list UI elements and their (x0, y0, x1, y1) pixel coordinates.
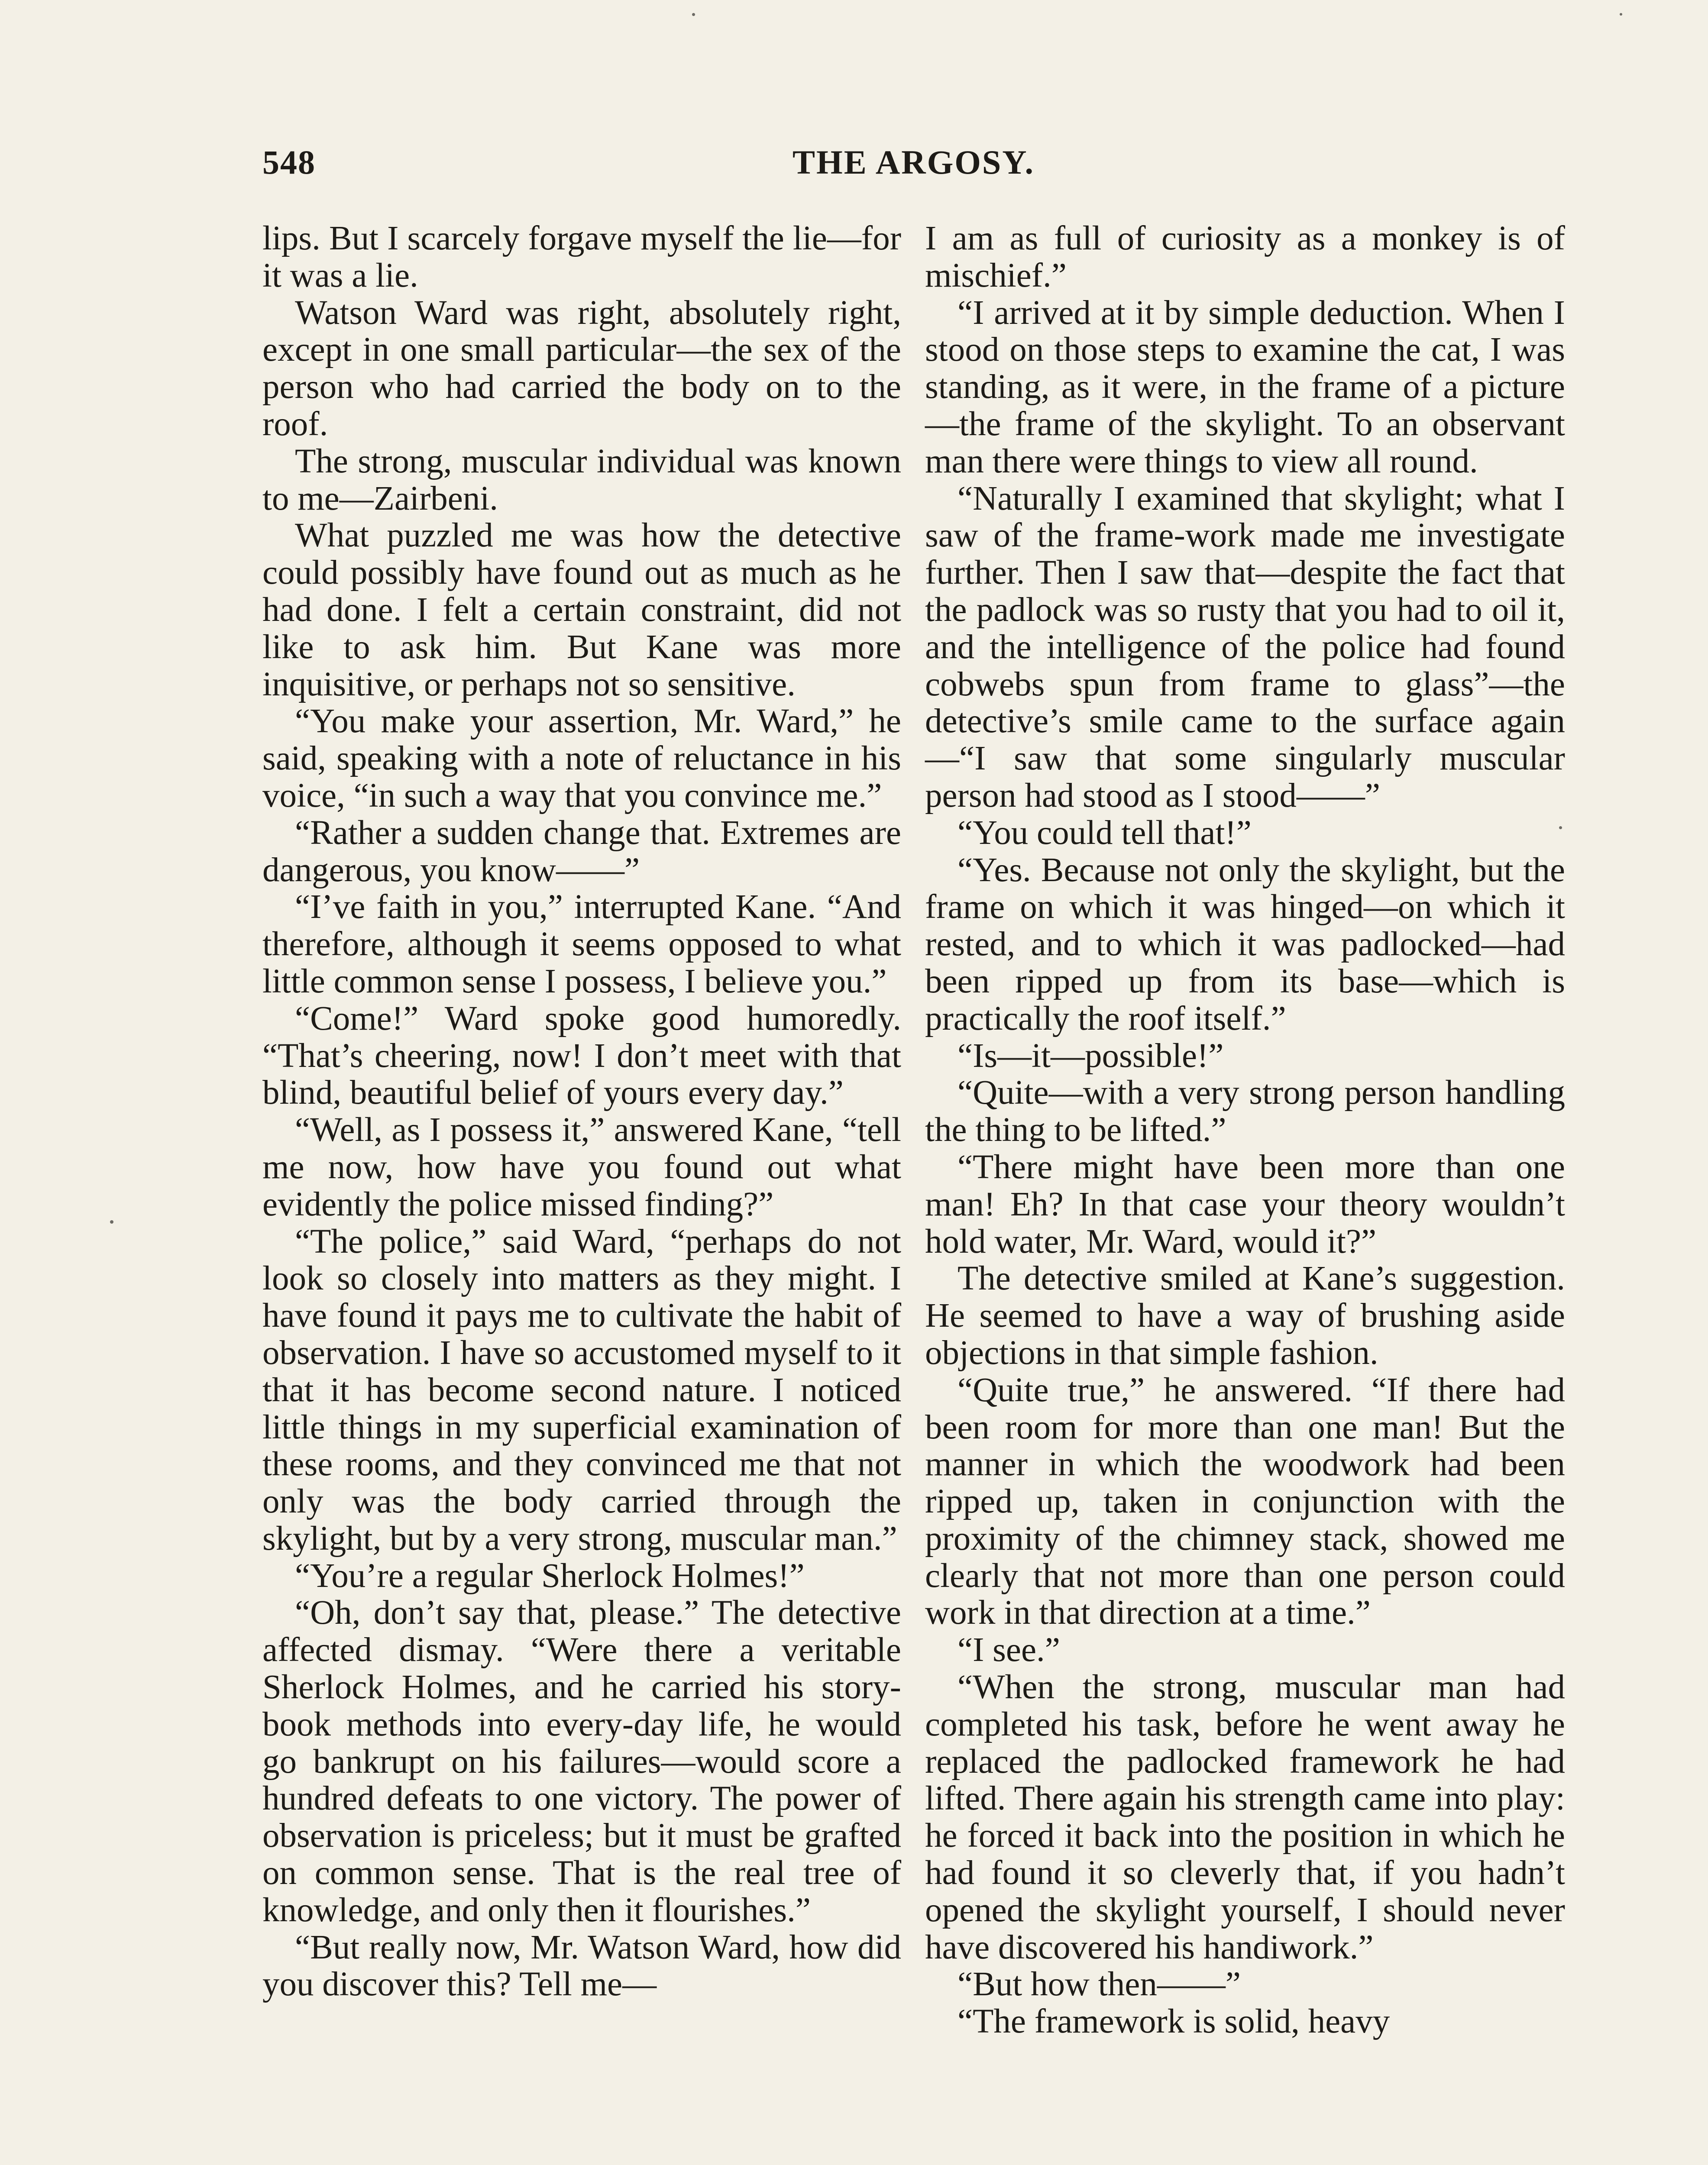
paragraph: “But really now, Mr. Watson Ward, how did you discover this? Tell me— (262, 1928, 901, 2003)
paragraph: What puzzled me was how the detective could possibly have found out as much as he had done. I felt a certain constraint, did not like to ask him. But Kane was more inquisitive, or perhaps not so sensitive. (262, 517, 901, 703)
paragraph: “Naturally I examined that skylight; what I saw of the frame-work made me investigate further. Then I saw that—despite the fact that the padlock was so rusty that you had to oil it, and the intelligence of the police had found cobwebs spun from frame to glass”—the detective’s smile came to the surface again—“I saw that some singularly muscular person had stood as I stood——” (925, 479, 1565, 814)
paragraph: “Come!” Ward spoke good humoredly. “That’s cheering, now! I don’t meet with that blind, beautiful belief of yours every day.” (262, 999, 901, 1112)
paragraph: “The police,” said Ward, “perhaps do not look so closely into matters as they might. I have found it pays me to cultivate the habit of observation. I have so accustomed myself to it that it has become second nature. I noticed little things in my superficial examination of these rooms, and they convinced me that not only was the body carried through the skylight, but by a very strong, muscular man.” (262, 1222, 901, 1558)
paragraph: I am as full of curiosity as a monkey is of mischief.” (925, 220, 1565, 294)
running-head: THE ARGOSY. (793, 143, 1035, 181)
paragraph: lips. But I scarcely forgave myself the lie—for it was a lie. (262, 220, 901, 294)
paragraph: “Rather a sudden change that. Extremes are dangerous, you know——” (262, 814, 901, 889)
paragraph: “Well, as I possess it,” answered Kane, “tell me now, how have you found out what evidently the police missed finding?” (262, 1111, 901, 1223)
paragraph: “I see.” (958, 1631, 1060, 1669)
paragraph: “The framework is solid, heavy (958, 2003, 1390, 2041)
scan-speck (1559, 826, 1562, 829)
right-column (925, 220, 1565, 2040)
paragraph: “Is—it—possible!” (958, 1037, 1224, 1075)
paragraph: “When the strong, muscular man had completed his task, before he went away he replaced the padlocked framework he had lifted. There again his strength came into play: he forced it back into the position in which he had found it so cleverly that, if you hadn’t opened the skylight yourself, I should never have discovered his handiwork.” (925, 1668, 1565, 1966)
paragraph: “Oh, don’t say that, please.” The detective affected dismay. “Were there a veritable Sherlock Holmes, and he carried his story-book methods into every-day life, he would go bankrupt on his failures—would score a hundred defeats to one victory. The power of observation is priceless; but it must be grafted on common sense. That is the real tree of knowledge, and only then it flourishes.” (262, 1594, 901, 1929)
paragraph: “Quite true,” he answered. “If there had been room for more than one man! But the manner in which the woodwork had been ripped up, taken in conjunction with the proximity of the chimney stack, showed me clearly that not more than one person could work in that direction at a time.” (925, 1371, 1565, 1632)
paragraph: The detective smiled at Kane’s suggestion. He seemed to have a way of brushing aside objections in that simple fashion. (925, 1260, 1565, 1372)
paragraph: “There might have been more than one man! Eh? In that case your theory wouldn’t hold water, Mr. Ward, would it?” (925, 1148, 1565, 1260)
paragraph: “Yes. Because not only the skylight, but the frame on which it was hinged—on which it rested, and to which it was padlocked—had been ripped up from its base—which is practically the roof itself.” (925, 851, 1565, 1037)
paragraph: “I’ve faith in you,” interrupted Kane. “And therefore, although it seems opposed to what little common sense I possess, I believe you.” (262, 888, 901, 1000)
paragraph: Watson Ward was right, absolutely right, except in one small particular—the sex of the person who had carried the body on to the roof. (262, 294, 901, 443)
left-column (262, 220, 901, 2003)
paragraph: “But how then——” (958, 1965, 1241, 2003)
paragraph: “You make your assertion, Mr. Ward,” he said, speaking with a note of reluctance in his voice, “in such a way that you convince me.” (262, 702, 901, 814)
paragraph: “You’re a regular Sherlock Holmes!” (295, 1557, 805, 1595)
scan-speck (692, 13, 695, 16)
scan-speck (110, 1220, 113, 1224)
paragraph: The strong, muscular individual was known to me—Zairbeni. (262, 442, 901, 517)
scan-speck (1620, 13, 1622, 16)
paragraph: “You could tell that!” (958, 814, 1252, 852)
page-number: 548 (262, 143, 316, 181)
paragraph: “Quite—with a very strong person handling the thing to be lifted.” (925, 1074, 1565, 1149)
paragraph: “I arrived at it by simple deduction. When I stood on those steps to examine the cat, I was standing, as it were, in the frame of a picture—the frame of the skylight. To an observant man there were things to view all round. (925, 294, 1565, 480)
